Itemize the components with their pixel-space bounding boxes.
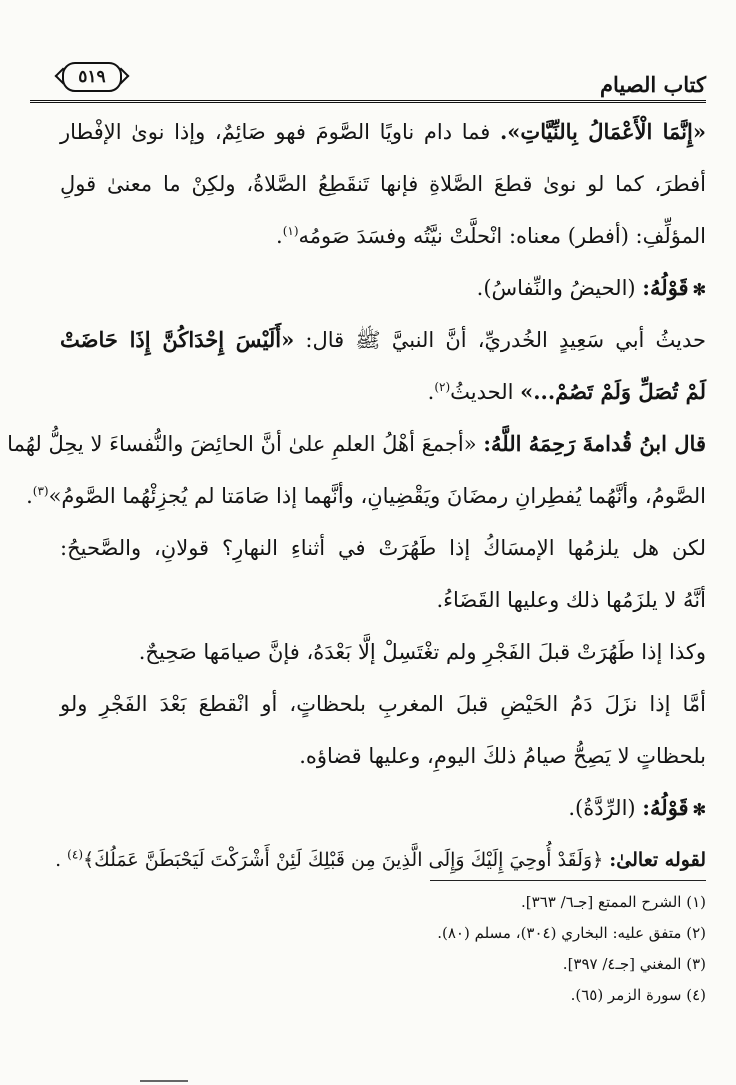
footnote-ref: (٤) bbox=[67, 847, 83, 862]
quoted-author: قال ابنُ قُدامةَ رَحِمَهُ اللَّهُ: bbox=[483, 431, 706, 456]
section-heading bbox=[60, 794, 706, 846]
heading-label: قَوْلُهُ: bbox=[642, 275, 689, 300]
page-body bbox=[7, 118, 706, 898]
text-span: «أجمعَ أهْلُ العلمِ علىٰ أنَّ الحائِضَ والنُّفساءَ لا يحِلُّ لهُما bbox=[7, 432, 484, 456]
footnote-ref: (٢) bbox=[434, 380, 451, 394]
body-line bbox=[60, 378, 706, 430]
footnote-rule bbox=[430, 880, 706, 881]
text-span: فما دام ناويًا الصَّومَ فهو صَائِمٌ، وإذا نوىٰ الإفْطار bbox=[60, 120, 500, 144]
hadith-quote: لَمْ تُصَلِّ وَلَمْ تَصُمْ...» bbox=[520, 379, 706, 404]
section-heading bbox=[60, 274, 706, 326]
text-span: . bbox=[55, 849, 68, 871]
text-span: المؤلِّفِ: (أفطر) معناه: انْحلَّتْ نيَّتُه وفسَدَ صَومُه bbox=[298, 224, 706, 248]
page-number-badge bbox=[62, 62, 122, 92]
footnote: (٣) المغني [جـ٤/ ٣٩٧]. bbox=[562, 955, 706, 973]
body-line bbox=[55, 846, 706, 898]
heading-text: (الحيضُ والنِّفاسُ). bbox=[476, 276, 643, 300]
page-number: ٥١٩ bbox=[78, 67, 106, 87]
body-line: أفطرَ، كما لو نوىٰ قطعَ الصَّلاةِ فإنها تَنقَطِعُ الصَّلاةُ، ولكِنْ ما معنىٰ قولِ bbox=[60, 172, 706, 196]
body-line bbox=[7, 430, 706, 482]
body-line: بلحظاتٍ لا يَصِحُّ صيامُ ذلكَ اليومِ، وعليها قضاؤه. bbox=[299, 744, 706, 768]
heading-text: (الرِّدَّةُ). bbox=[568, 796, 643, 820]
body-line bbox=[60, 118, 706, 170]
hadith-quote: «إِنَّمَا الْأَعْمَالُ بِالنِّيَّاتِ». bbox=[499, 119, 706, 144]
header-rule bbox=[30, 100, 706, 103]
star-icon: ✻ bbox=[692, 280, 706, 299]
body-line bbox=[60, 222, 706, 274]
footnote-ref: (١) bbox=[282, 224, 299, 238]
text-span: حديثُ أبي سَعِيدٍ الخُدريِّ، أنَّ النبيَّ ﷺ قال: bbox=[294, 328, 706, 352]
star-icon: ✻ bbox=[692, 800, 706, 819]
footnote: (٤) سورة الزمر (٦٥). bbox=[570, 986, 706, 1004]
footnotes bbox=[100, 892, 706, 1016]
heading-label: قَوْلُهُ: bbox=[642, 795, 689, 820]
footnote: (٢) متفق عليه: البخاري (٣٠٤)، مسلم (٨٠). bbox=[437, 924, 706, 942]
verse-intro: لقوله تعالىٰ: bbox=[609, 849, 706, 871]
text-span: الحديثُ bbox=[450, 380, 521, 404]
body-line: أمَّا إذا نزَلَ دَمُ الحَيْضِ قبلَ المغربِ بلحظاتٍ، أو انْقطعَ بَعْدَ الفَجْرِ ولو bbox=[60, 692, 706, 716]
bottom-mark bbox=[140, 1080, 188, 1082]
hadith-quote: «أَلَيْسَ إِحْدَاكُنَّ إِذَا حَاضَتْ bbox=[60, 327, 295, 352]
quran-verse: ﴿وَلَقَدْ أُوحِيَ إِلَيْكَ وَإِلَى الَّذِينَ مِن قَبْلِكَ لَئِنْ أَشْرَكْتَ لَيَحْبَطَنَّ عَمَلُكَ﴾ bbox=[83, 849, 610, 871]
body-line: لكن هل يلزمُها الإمسَاكُ إذا طَهُرَتْ في أثناءِ النهارِ؟ قولانِ، والصَّحيحُ: bbox=[60, 536, 706, 560]
body-line: وكذا إذا طَهُرَتْ قبلَ الفَجْرِ ولم تغْتَسِلْ إلَّا بَعْدَهُ، فإنَّ صيامَها صَحِيحٌ. bbox=[138, 640, 706, 664]
body-line bbox=[26, 482, 706, 534]
footnote-ref: (٣) bbox=[32, 484, 49, 498]
text-span: الصَّومُ، وأنَّهُما يُفطِرانِ رمضَانَ ويَقْضِيانِ، وأنَّهما إذا صَامَتا لم يُجزِئْهُما الصَّومُ» bbox=[48, 484, 706, 508]
footnote: (١) الشرح الممتع [جـ٦/ ٣٦٣]. bbox=[521, 893, 706, 911]
text-span: . bbox=[26, 484, 33, 508]
body-line bbox=[60, 326, 706, 378]
text-span: . bbox=[427, 380, 435, 404]
book-title: كتاب الصيام bbox=[600, 72, 706, 97]
body-line: أنَّهُ لا يلزَمُها ذلك وعليها القَضَاءُ. bbox=[436, 588, 706, 612]
text-span: . bbox=[276, 224, 283, 248]
